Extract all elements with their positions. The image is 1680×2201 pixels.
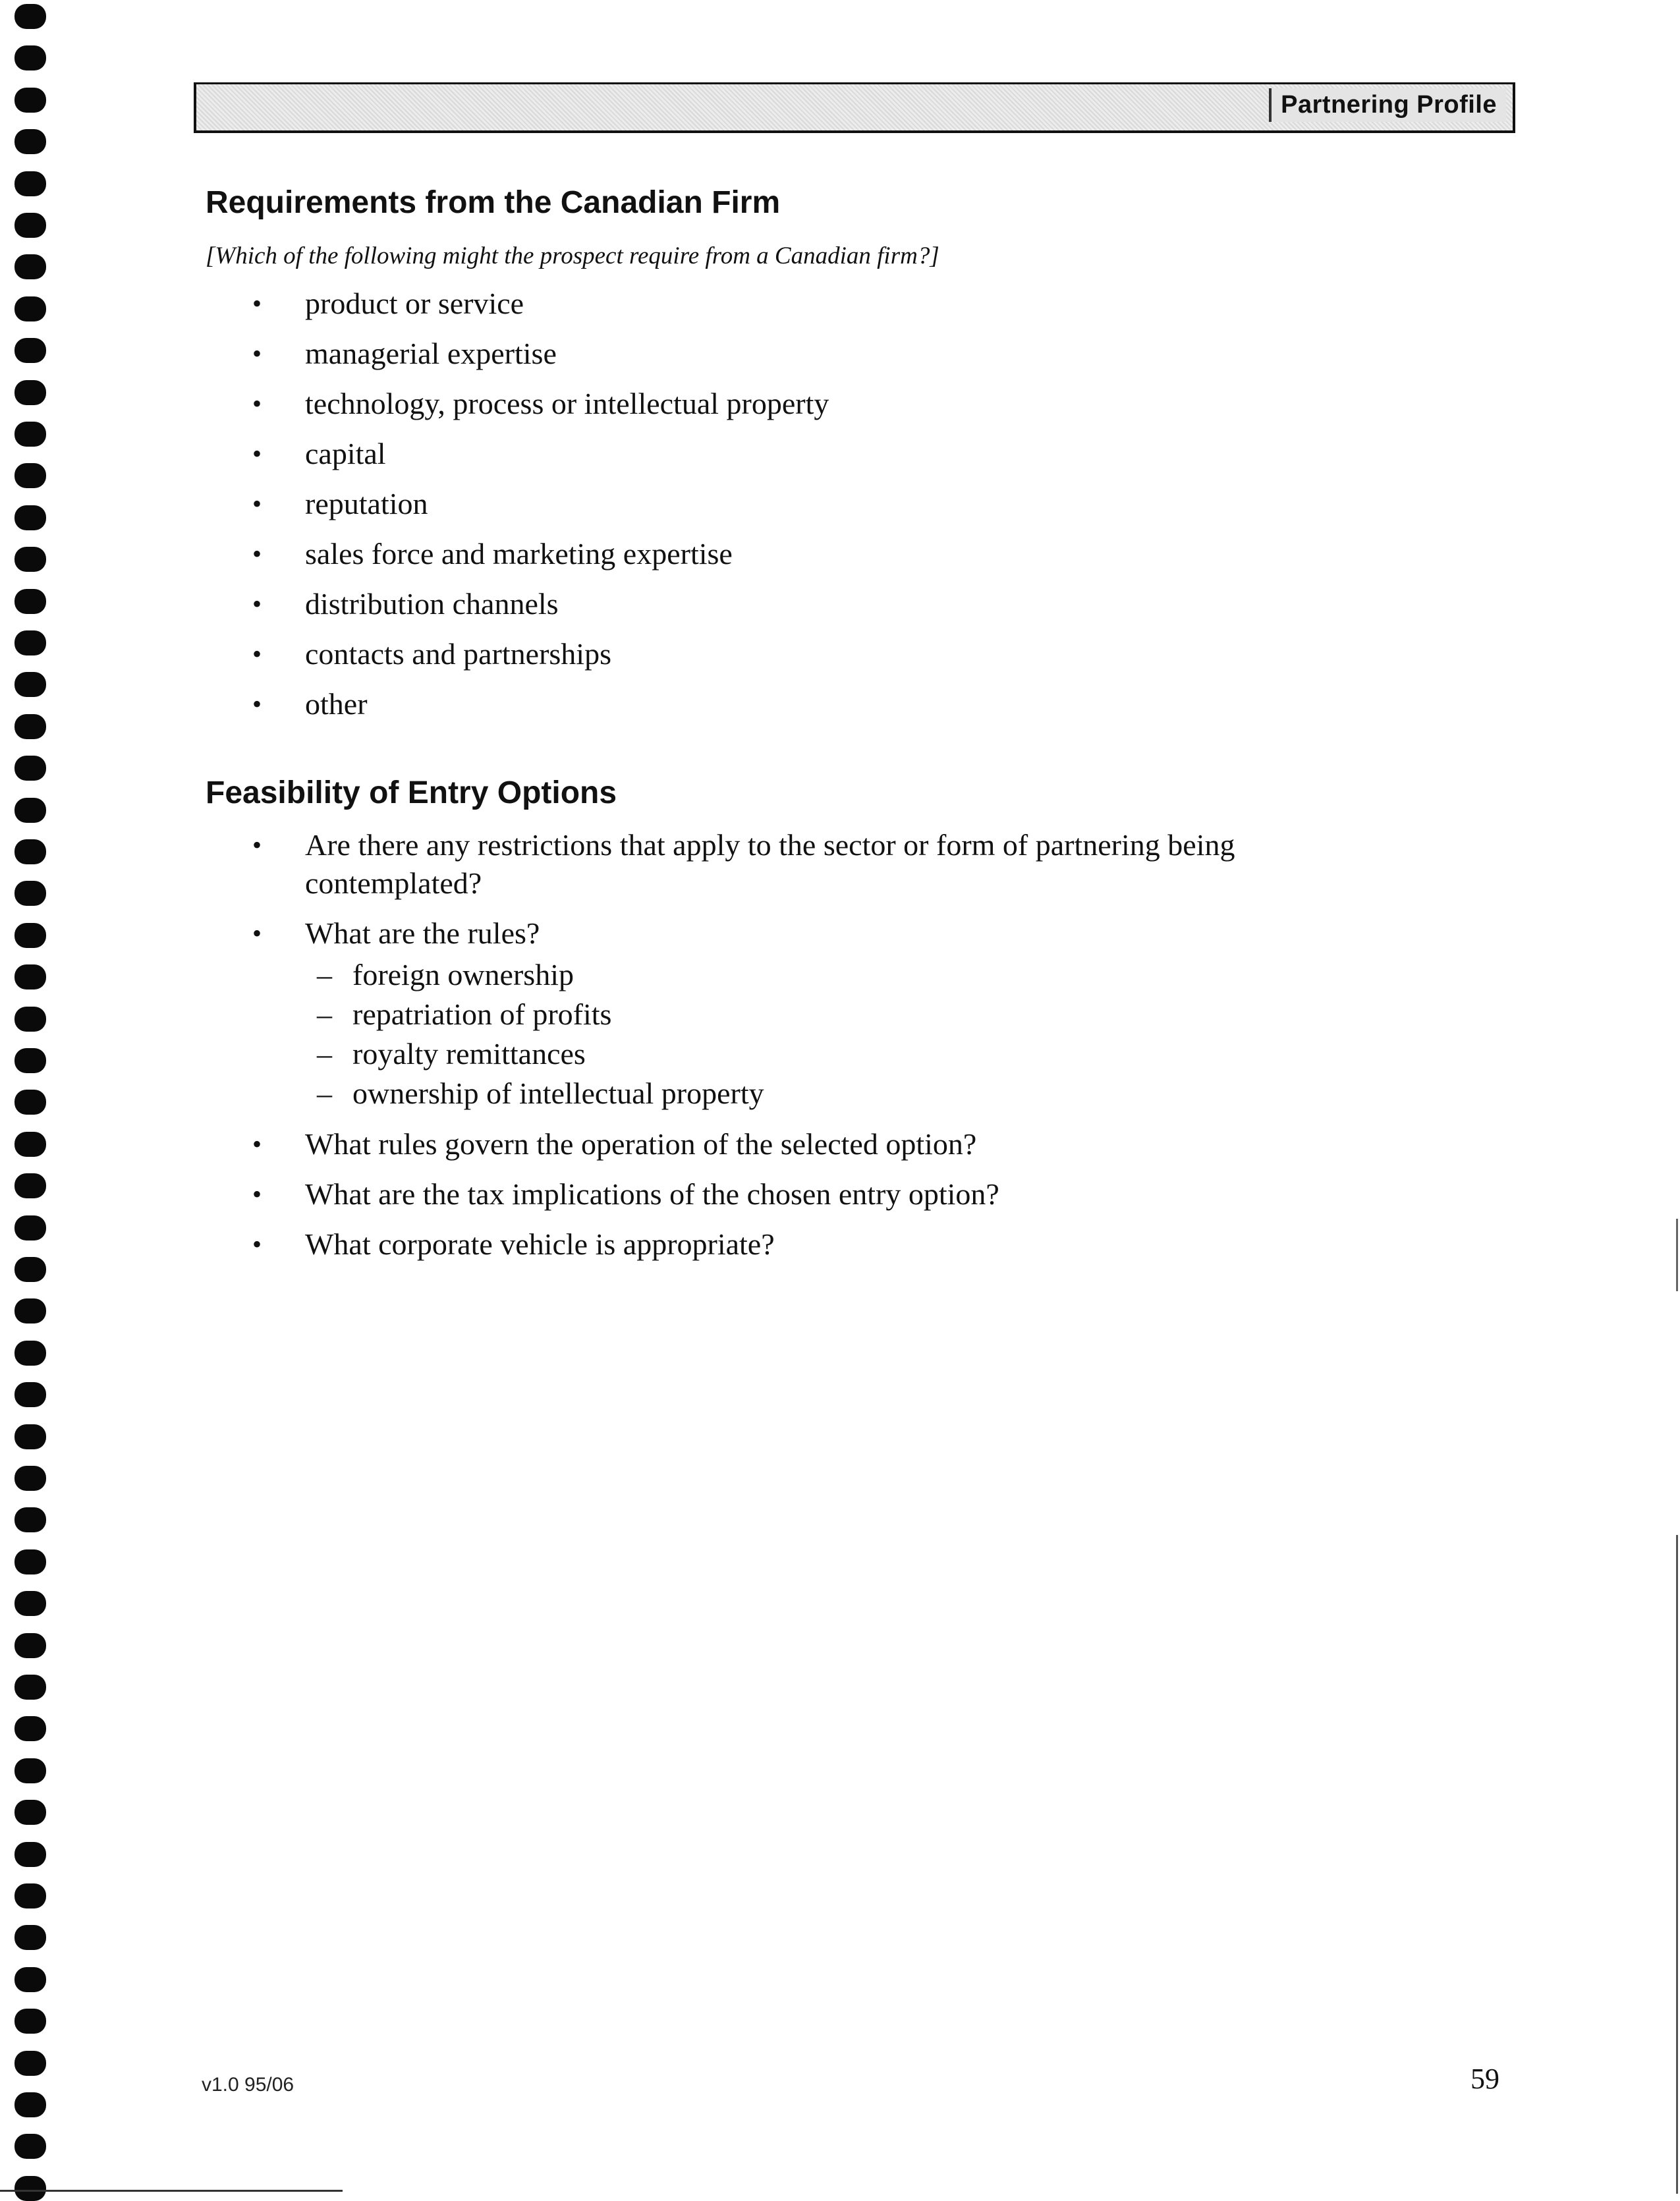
feasibility-list: [0, 826, 1384, 1275]
list-item: [0, 1125, 1384, 1163]
requirements-heading: Requirements from the Canadian Firm: [206, 185, 781, 220]
list-item-text: capital: [305, 437, 386, 470]
binding-hole: [14, 1298, 46, 1323]
list-item-text: distribution channels: [305, 587, 559, 621]
list-item-text: technology, process or intellectual property: [305, 387, 829, 420]
binding-hole: [14, 4, 46, 29]
rules-sublist: [305, 955, 1384, 1113]
list-item: [0, 635, 829, 685]
binding-hole: [14, 129, 46, 154]
sublist-item: [305, 955, 1384, 995]
bullet-icon: •: [252, 589, 262, 619]
requirements-intro: [Which of the following might the prospect require from a Canadian firm?]: [206, 242, 939, 269]
sublist-item: [305, 1034, 1384, 1074]
list-item-text: sales force and marketing expertise: [305, 537, 733, 571]
list-item-text: What corporate vehicle is appropriate?: [305, 1227, 775, 1261]
dash-icon: –: [317, 1037, 332, 1071]
binding-hole: [14, 1507, 46, 1532]
binding-hole: [14, 45, 46, 70]
binding-hole: [14, 1549, 46, 1574]
binding-hole: [14, 1716, 46, 1741]
list-item-text: What rules govern the operation of the selected option?: [305, 1127, 977, 1161]
list-item-text: other: [305, 687, 368, 721]
sublist-item-text: repatriation of profits: [352, 997, 612, 1031]
binding-hole: [14, 1591, 46, 1616]
list-item: [0, 435, 829, 485]
sublist-item-text: foreign ownership: [352, 958, 574, 991]
list-item: [0, 1225, 1384, 1264]
dash-icon: –: [317, 958, 332, 991]
page-number: 59: [1470, 2063, 1499, 2095]
binding-hole: [14, 213, 46, 238]
list-item-text: What are the rules?: [305, 916, 540, 950]
list-item: [0, 826, 1384, 903]
version-label: v1.0 95/06: [202, 2074, 294, 2096]
scan-edge-line: [1676, 1535, 1678, 2194]
binding-hole: [14, 1800, 46, 1825]
binding-hole: [14, 1842, 46, 1867]
list-item: [0, 685, 829, 735]
binding-hole: [14, 1675, 46, 1700]
binding-hole: [14, 798, 46, 823]
bullet-icon: •: [252, 389, 262, 418]
sublist-item: [305, 1074, 1384, 1113]
header-band: [194, 82, 1515, 133]
binding-hole: [14, 1424, 46, 1449]
sublist-item-text: royalty remittances: [352, 1037, 586, 1071]
bullet-icon: •: [252, 439, 262, 468]
list-item: [0, 285, 829, 335]
list-item-text: What are the tax implications of the chosen entry option?: [305, 1177, 999, 1211]
bullet-icon: •: [252, 830, 262, 860]
bullet-icon: •: [252, 1129, 262, 1159]
binding-hole: [14, 88, 46, 113]
binding-hole: [14, 756, 46, 781]
list-item: [0, 1175, 1384, 1213]
scan-edge-line: [1676, 1219, 1678, 1291]
bullet-icon: •: [252, 689, 262, 719]
binding-hole: [14, 2009, 46, 2034]
binding-hole: [14, 2176, 46, 2201]
binding-hole: [14, 1758, 46, 1783]
bullet-icon: •: [252, 1179, 262, 1209]
scan-edge-line: [0, 2190, 343, 2192]
list-item: [0, 335, 829, 385]
list-item-text: reputation: [305, 487, 428, 520]
list-item-text: product or service: [305, 287, 524, 320]
list-item-text: managerial expertise: [305, 337, 557, 370]
list-item: [0, 914, 1384, 1113]
bullet-icon: •: [252, 918, 262, 948]
binding-hole: [14, 171, 46, 196]
list-item: [0, 535, 829, 585]
requirements-list: [0, 285, 829, 735]
binding-hole: [14, 2092, 46, 2117]
bullet-icon: •: [252, 639, 262, 669]
list-item: [0, 585, 829, 635]
bullet-icon: •: [252, 1229, 262, 1259]
list-item: [0, 485, 829, 535]
bullet-icon: •: [252, 339, 262, 368]
binding-hole: [14, 1967, 46, 1992]
dash-icon: –: [317, 997, 332, 1031]
sublist-item: [305, 995, 1384, 1034]
binding-hole: [14, 1883, 46, 1908]
binding-hole: [14, 1633, 46, 1658]
binding-hole: [14, 2051, 46, 2076]
list-item-text: contacts and partnerships: [305, 637, 611, 671]
binding-hole: [14, 2134, 46, 2159]
binding-hole: [14, 254, 46, 279]
bullet-icon: •: [252, 539, 262, 569]
bullet-icon: •: [252, 289, 262, 318]
sublist-item-text: ownership of intellectual property: [352, 1076, 764, 1110]
header-label: Partnering Profile: [1269, 88, 1506, 122]
dash-icon: –: [317, 1076, 332, 1110]
binding-hole: [14, 1925, 46, 1950]
list-item-text: Are there any restrictions that apply to the sector or form of partnering being contemplated?: [305, 828, 1235, 900]
feasibility-heading: Feasibility of Entry Options: [206, 775, 617, 810]
bullet-icon: •: [252, 489, 262, 518]
binding-hole: [14, 1466, 46, 1491]
list-item: [0, 385, 829, 435]
binding-hole: [14, 1382, 46, 1407]
binding-hole: [14, 1341, 46, 1366]
